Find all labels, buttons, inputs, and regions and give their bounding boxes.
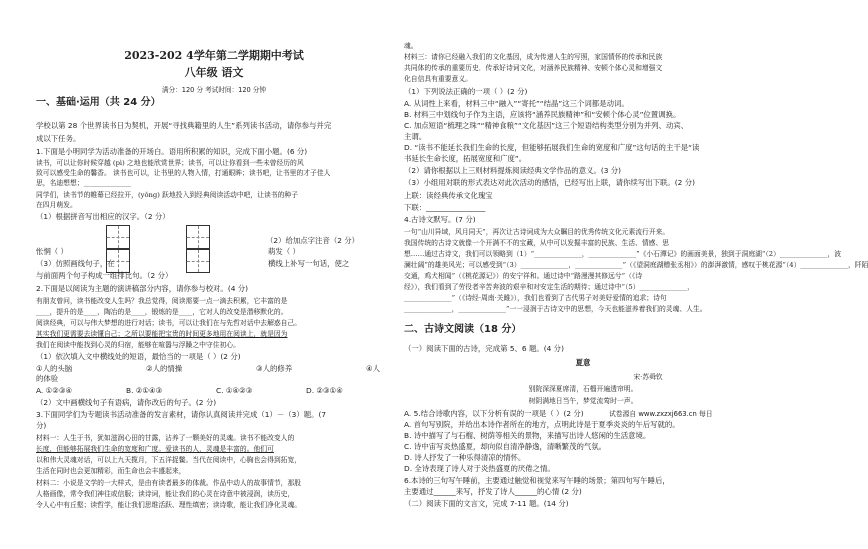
passage-4-line: ______________，______________”一一浸润于古诗文中的思想，今天也能滋养着我们的灵魂、人生。 [404, 305, 707, 313]
option-d-cont: 书延长生命长度，拓展宽度和广度”。 [404, 154, 527, 163]
passage-4-line: 交通，鸡犬相闻”（《桃花源记》）的安宁祥和。通过诗中“路漫漫其修远兮”（《诗 [404, 272, 643, 280]
section-2-heading: 二、古诗文阅读（18 分） [404, 324, 522, 335]
choice-a[interactable]: A. ①②③④ [36, 386, 73, 395]
passage-4-line: ______________”（《诗经·周南·关雎》），我们也看到了古代男子对美好爱情的追求；诗句 [404, 294, 667, 302]
writing-grid-box[interactable] [186, 225, 210, 249]
question-1-2: （2）给加点字注音（2 分） [266, 236, 360, 245]
material-2-line: 令人心中有丘壑；读哲学，能让我们思维活跃、理性缜密；读诗歌，能让我们净化灵魂。 [36, 501, 302, 509]
passage-4-line: 一句“山川异域，风月同天”，再次让古诗词成为大众瞩目的优秀传统文化元素流行开来。 [404, 228, 670, 236]
right-column [404, 0, 868, 549]
question-3-cont: 分) [36, 421, 47, 430]
choice-d[interactable]: D. ②③①④ [306, 386, 343, 395]
couplet-upper: 上联：读经典传承文化瑰宝 [404, 191, 493, 200]
writing-grid-box[interactable] [106, 225, 130, 249]
classical-question-intro: （二）阅读下面的文言文，完成 7-11 题。(14 分) [404, 499, 569, 508]
watermark: 试卷源自 www.zxzxj663.cn 每日 [609, 410, 713, 418]
passage-1-line: 致可以感受生命的馨香。 读书也可以，让书里的人物入情，打通眼眸；读书吧，让书里的才子佳人 [36, 169, 331, 177]
exam-title: 2023-202 4学年第二学期期中考试 [124, 49, 304, 62]
passage-2-line: 我们在阅读中能找到心灵的归宿，能够在喧嚣与浮躁之中守住初心。 [36, 341, 240, 349]
q5-option-c[interactable]: C. 诗中宙写炎热盛夏，却向似自清净静逸，清晰繁茂的气氛。 [404, 442, 607, 451]
passage-1-line: 读书，可以让你时候穿越 (pì) 之地也能欣赏世界；读书，可以让你看到一些未曾经历的风 [36, 159, 304, 167]
passage-1-line: 同学们，读书节的帷幕已经拉开，(yǒng) 跃地投入到经典阅读活动中吧，让读书的种子 [36, 191, 299, 199]
passage-2-line: 有朋友曾问，读书能改变人生吗？我总觉得，阅读需要一点一滴去积累，它丰富的是 [36, 297, 288, 305]
poem-line: 树阴满地日当午，梦觉流莺时一声。 [528, 397, 638, 405]
poem-author: 宋·苏舜钦 [633, 373, 663, 381]
question-3: 3.下面同学们为专题读书活动准备的发言素材，请你认真阅读并完成（1）－（3）题。(7 [36, 410, 327, 419]
passage-4-line: 想……通过古诗文，我们可以领略到（1）“______________，______________”《小石潭记》的画面美景，独到于洞庭湖“（2）______________，波 [404, 250, 842, 258]
phrase-option-cont: 的体验 [36, 374, 59, 383]
choice-c[interactable]: C. ①④②③ [216, 386, 253, 395]
passage-2-line: ____，提升的是____，陶冶的是____，锻炼的是____，它对人的改变是潜移默化的。 [36, 308, 288, 316]
q5-option-b[interactable]: B. 诗中描写了与石榴、树荫等相关的景物，来描写出诗人悠闲的生活意境。 [404, 431, 651, 440]
intro-line-2: 成以下任务。 [36, 134, 81, 143]
question-1-1: （1）根据拼音写出相应的汉字。（2 分） [36, 212, 170, 221]
question-4: 4.古诗文默写。(7 分) [404, 215, 476, 224]
poem-question-intro: （一）阅读下面的古诗，完成第 5、6 题。(4 分) [404, 344, 564, 353]
q5-option-a[interactable]: A. 首句写别院，并给出本诗作者所在的地方，点明此诗是于夏季炎炎的午后写就的。 [404, 420, 680, 429]
material-2-line: 人格画像，常令我们神往或信服；读诗词，能让我们的心灵在诗意中被浸润，读历史， [36, 490, 295, 498]
choice-b[interactable]: B. ②①④③ [126, 386, 163, 395]
question-2: 2.下面是以阅读为主题的演讲稿部分内容，请你参与校对。(4 分) [36, 284, 249, 293]
question-6-cont: 主要通过______来写，抒发了诗人______的心情 (2 分) [404, 487, 582, 496]
passage-2-line: 其实我们更需要去读懂自己；之所以要能把宝贵的时间更多地用在阅读上，就是因为 [36, 330, 288, 338]
intro-line-1: 学校以第 28 个世界读书日为契机，开展“寻找典籍里的人生”系列读书活动，请你参与并完 [36, 121, 332, 130]
passage-2-line: 阅读经典，可以与伟大梦想的进行对话；读书，可以让我们在与先哲对话中去解惑自己。 [36, 319, 302, 327]
question-5: A. 5.结合诗歌内容，以下分析有误的一项是（ ）(2 分) [404, 409, 584, 418]
phrase-option: ②人的情操 [146, 364, 183, 373]
left-column [36, 0, 392, 549]
material-1-line: 长度，但能够拓展我们生命的宽度和广度。爱读书的人，灵魂是丰富的。他们可 [36, 445, 274, 453]
question-1-3-end: 与前面两个句子构成一组排比句。（2 分） [36, 271, 173, 280]
phrase-option: ③人的修养 [256, 364, 293, 373]
poem-line: 别院深深夏席清，石榴开遍透帘明。 [528, 385, 638, 393]
material-3-line: 化自信具有重要意义。 [404, 75, 472, 83]
question-1-3-cont: 横线上补写一句话，使之 [268, 259, 350, 268]
passage-4-line: 经》），我们看到了劳役者辛苦奔波的艰辛和对安定生活的期待；通过诗中“（5）______________， [404, 283, 694, 291]
question-2-1: （1）依次填入文中横线处的短语，最恰当的一项是（ ）(2 分) [36, 352, 241, 361]
couplet-lower[interactable]: 下联：________________ [404, 203, 486, 212]
option-b[interactable]: B. 材料三中划线句子作为主语，应该将“涵养民族精神”和“安顿个体心灵”位置调换。 [404, 110, 681, 119]
option-a[interactable]: A. 从词性上来看，材料三中“融入”“寄托”“结晶”这三个词都是动词。 [404, 99, 629, 108]
option-c[interactable]: C. 加点短语“梳理之珠”“精神食粮”“文化基因”这三个短语结构类型分别为并列、动宾、 [404, 121, 689, 130]
passage-1-line: 在四月萌发。 [36, 201, 77, 209]
question-1: 1.下面是小明同学为活动准备的开场白。语用所积累的知识，完成下面小题。(6 分) [36, 147, 308, 156]
phrase-option: ④人 [366, 364, 381, 373]
question-2-2: （2）文中画横线句子有语病，请你改后的句子。(2 分) [36, 398, 217, 407]
q5-option-d2[interactable]: D. 全诗表现了诗人对于炎热盛夏的厌倦之情。 [404, 464, 555, 473]
material-1-line: 材料一：人生于书，犹如滋润心田的甘露，沾养了一颗美好的灵魂。读书不能改变人的 [36, 434, 295, 442]
question-3-3: （3）小组用对联的形式表达对此次活动的感悟，已经写出上联，请你续写出下联。(2 分) [404, 178, 695, 187]
q5-option-d[interactable]: D. 诗人抒发了一种乐得清凉的情怀。 [404, 453, 526, 462]
answer-blank-1[interactable]: 怅惘（ ） [36, 247, 68, 256]
question-3-1: （1）下列说法正确的一项（ ）(2 分) [404, 87, 528, 96]
passage-4-line: 我国传统的古诗文就像一个开满不不的宝藏，从中可以发掘丰富的民族、生活、情感、思 [404, 239, 670, 247]
material-2-line: 材料二：小说是文学的一大样式，是由有读者最多的体裁。作品中动人的故事情节，那股 [36, 479, 302, 487]
poem-title: 夏意 [575, 358, 591, 367]
material-1-line: 生活在同时也会更加精彩，而生命也会丰盛起来， [36, 467, 186, 475]
question-6: 6.本诗的三句写午睡前，主要通过触觉和视觉来写午睡的场景；第四句写午睡后， [404, 476, 670, 485]
material-3-line: 材料三：请你已经融入我们的文化基因，成为传递人生的写照，家国情怀的传承和民族 [404, 53, 663, 61]
option-c-cont: 主谓。 [404, 132, 427, 141]
material-2-end: 魂。 [404, 42, 418, 50]
grade-subject: 八年级 语文 [184, 66, 244, 79]
section-1-heading: 一、基础·运用（共 24 分） [36, 97, 161, 108]
answer-blank-2[interactable]: 萌发（ ） [268, 247, 300, 256]
material-3-line: 共同体的传承的重要历史．传承好诗词文化，对涵养民族精神、安顿个体心灵和增强文 [404, 64, 663, 72]
option-d[interactable]: D. “读书不能延长我们生命的长度，但能够拓展我们生命的宽度和广度”这句话的主干是“读 [404, 143, 700, 152]
passage-4-line: 澜壮阔”的雄美风光；可以感受到“（3）______________，______________”（《望洞庭湖赠张丞相》）的澎湃激情，感叹于桃花源“（4）______________，阡陌 [404, 261, 868, 269]
material-1-line: 以和伟大灵魂对话，可以上九天揽月，下五洋捉鳖。当代在阅读中，心胸也会得到拓宽， [36, 456, 302, 464]
exam-meta: 满分：120 分 考试时间：120 分钟 [162, 86, 266, 94]
phrase-option: ①人的头脑 [36, 364, 73, 373]
question-1-3: （3）仿照画线句子，在 [36, 259, 115, 268]
passage-1-line: 思，名迪想想；______________ [36, 179, 132, 187]
question-3-2: （2）请你根据以上三则材料提炼阅读经典文学作品的意义。(3 分) [404, 166, 622, 175]
